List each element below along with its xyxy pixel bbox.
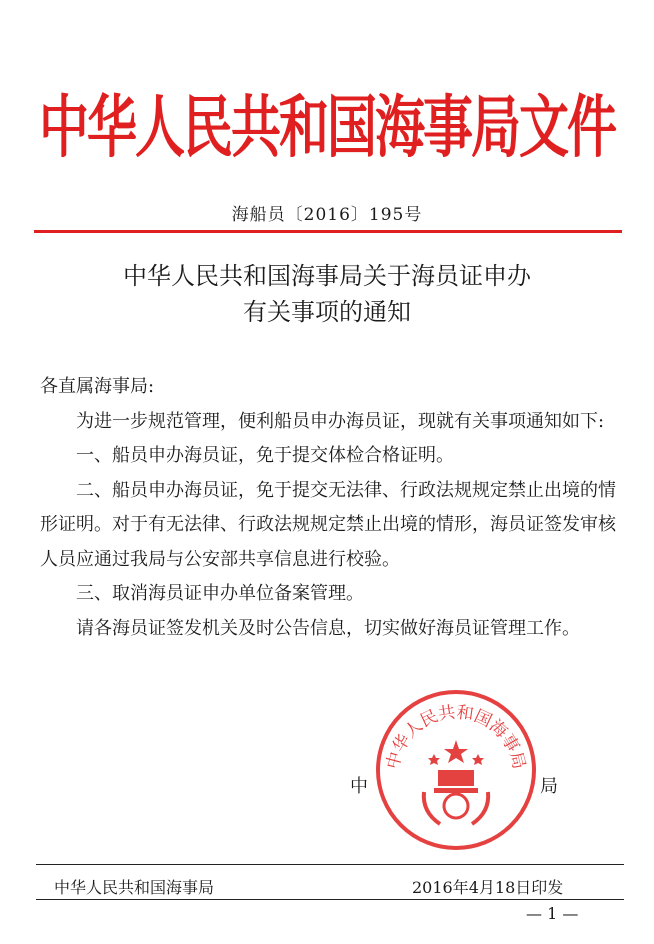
- paragraph-item-2: 二、船员申办海员证，免于提交无法律、行政法规规定禁止出境的情形证明。对于有无法律、行政法规规定禁止出境的情形，海员证签发审核人员应通过我局与公安部共享信息进行校验。: [40, 479, 616, 570]
- paragraph-item-3: 三、取消海员证申办单位备案管理。: [76, 583, 364, 604]
- signature-right: 局: [540, 776, 558, 797]
- salutation: 各直属海事局:: [40, 376, 155, 397]
- notice-body: [40, 370, 626, 646]
- signature-left: 中: [350, 776, 368, 797]
- title-line-2: 有关事项的通知: [243, 298, 411, 326]
- paragraph-item-1: 一、船员申办海员证，免于提交体检合格证明。: [76, 445, 454, 466]
- title-line-1: 中华人民共和国海事局关于海员证申办: [123, 262, 531, 290]
- footer-issuer: 中华人民共和国海事局: [54, 878, 215, 897]
- footer-date: 2016年4月18日印发: [412, 878, 564, 897]
- document-number: 海船员〔2016〕195号: [231, 205, 423, 225]
- notice-title: [0, 258, 654, 330]
- official-seal-icon: [374, 688, 538, 852]
- paragraph-closing: 请各海员证签发机关及时公告信息，切实做好海员证管理工作。: [76, 617, 580, 639]
- page-number: — 1 —: [526, 904, 579, 923]
- paragraph-intro: 为进一步规范管理，便利船员申办海员证，现就有关事项通知如下:: [76, 410, 605, 432]
- seal-text: 中华人民共和国海事局: [383, 702, 529, 772]
- red-divider: [34, 230, 622, 233]
- footer-rule-bottom: [36, 899, 624, 900]
- document-masthead: 中华人民共和国海事局文件: [39, 88, 615, 167]
- footer-rule-top: [36, 864, 624, 865]
